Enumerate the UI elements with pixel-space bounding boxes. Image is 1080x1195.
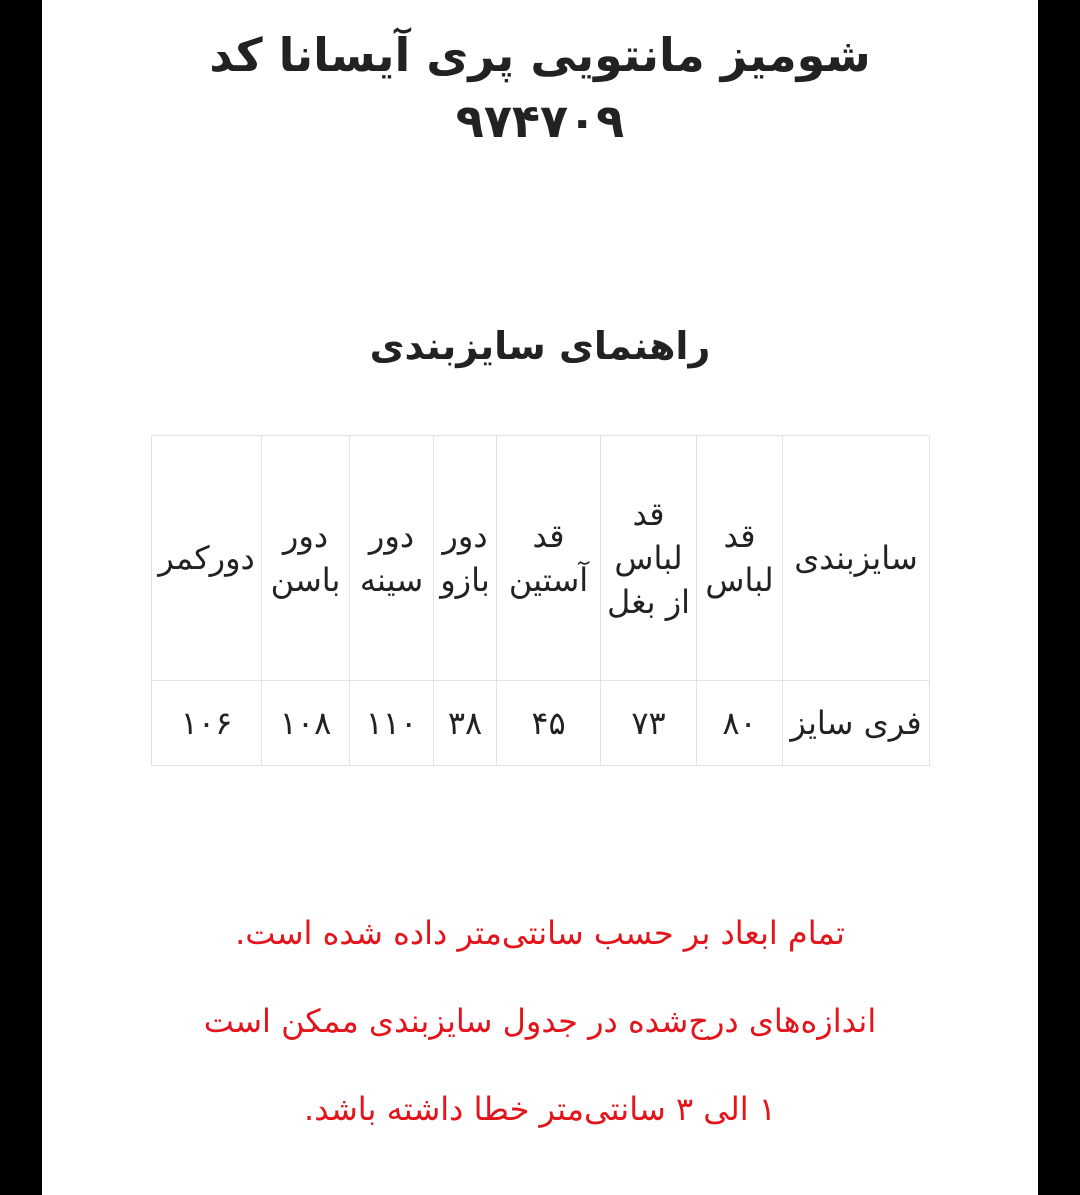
cell-chest-circumference: ۱۱۰ — [350, 681, 434, 766]
cell-length: ۸۰ — [697, 681, 783, 766]
header-hip-circumference: دور باسن — [262, 436, 350, 681]
header-size: سایزبندی — [783, 436, 930, 681]
header-length-from-armpit: قد لباس از بغل — [601, 436, 697, 681]
cell-arm-circumference: ۳۸ — [434, 681, 497, 766]
size-table — [151, 435, 930, 766]
note-line-2: اندازه‌های درج‌شده در جدول سایزبندی ممکن است — [203, 1002, 877, 1040]
product-title — [42, 22, 1038, 154]
cell-waist-circumference: ۱۰۶ — [152, 681, 262, 766]
header-arm-circumference: دور بازو — [434, 436, 497, 681]
header-chest-circumference: دور سینه — [350, 436, 434, 681]
cell-hip-circumference: ۱۰۸ — [262, 681, 350, 766]
size-notes — [102, 905, 978, 1169]
cell-size: فری سایز — [783, 681, 930, 766]
product-title-line-1: شومیز مانتویی پری آیسانا کد — [209, 28, 871, 82]
table-row — [152, 681, 930, 766]
cell-length-from-armpit: ۷۳ — [601, 681, 697, 766]
table-header-row — [152, 436, 930, 681]
header-sleeve-length: قد آستین — [497, 436, 601, 681]
product-code: ۹۷۴۷۰۹ — [455, 94, 625, 148]
cell-sleeve-length: ۴۵ — [497, 681, 601, 766]
size-guide-title: راهنمای سایزبندی — [369, 324, 711, 368]
header-waist-circumference: دورکمر — [152, 436, 262, 681]
header-length: قد لباس — [697, 436, 783, 681]
note-line-1: تمام ابعاد بر حسب سانتی‌متر داده شده است. — [235, 914, 845, 952]
page — [42, 0, 1038, 1195]
note-line-3: ۱ الی ۳ سانتی‌متر خطا داشته باشد. — [304, 1090, 776, 1128]
